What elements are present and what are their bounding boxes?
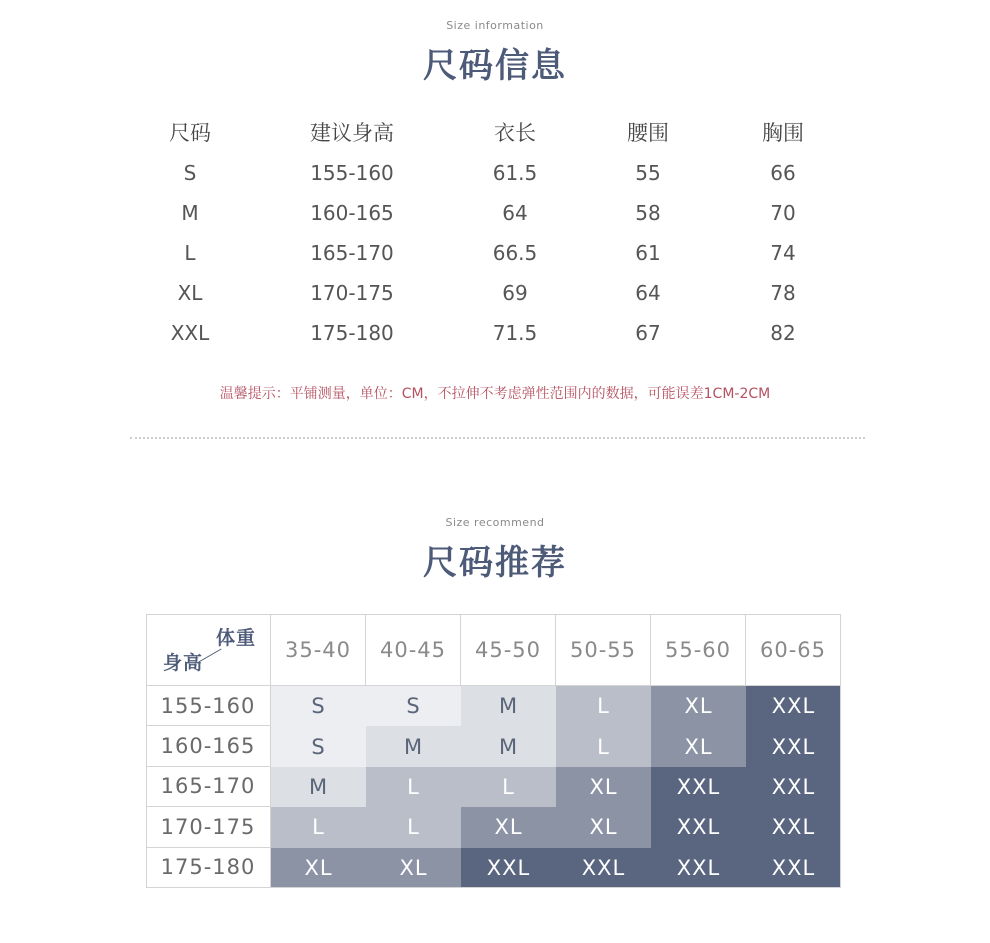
recommended-size-cell: L: [556, 686, 651, 726]
size-info-row: [0, 321, 990, 361]
size-recommend-subtitle: Size recommend: [445, 516, 545, 529]
grid-border-rightline: [840, 614, 841, 888]
size-info-cell: 66: [770, 161, 796, 185]
recommended-size-cell: M: [271, 767, 366, 807]
size-recommend-grid: [146, 614, 841, 888]
size-info-cell: S: [183, 161, 197, 185]
recommended-size-cell: XXL: [651, 807, 746, 847]
weight-header-cell: 35-40: [271, 614, 366, 686]
size-info-cell: 70: [770, 201, 796, 225]
size-info-cell: 165-170: [310, 241, 394, 265]
size-info-header-cell: 胸围: [762, 121, 804, 145]
weight-header-cell: 55-60: [651, 614, 746, 686]
weight-header-cell: 40-45: [366, 614, 461, 686]
recommended-size-cell: S: [271, 686, 366, 726]
recommended-size-cell: XXL: [461, 848, 556, 888]
weight-header-cell: 60-65: [746, 614, 841, 686]
size-recommend-title: 尺码推荐: [423, 543, 567, 583]
grid-corner-cell: [146, 614, 271, 686]
grid-border-topline: [146, 614, 841, 615]
recommended-size-cell: XL: [651, 686, 746, 726]
recommended-size-cell: S: [271, 726, 366, 766]
height-row-header-cell: 175-180: [146, 848, 271, 888]
size-info-cell: 66.5: [492, 241, 538, 265]
size-info-cell: 64: [502, 201, 528, 225]
size-info-cell: 155-160: [310, 161, 394, 185]
size-info-cell: 74: [770, 241, 796, 265]
size-info-subtitle: Size information: [446, 19, 544, 32]
size-info-row: [0, 161, 990, 201]
size-info-row: [0, 201, 990, 241]
recommended-size-cell: L: [366, 807, 461, 847]
recommended-size-cell: XXL: [556, 848, 651, 888]
recommended-size-cell: XL: [461, 807, 556, 847]
recommended-size-cell: L: [461, 767, 556, 807]
recommended-size-cell: XXL: [651, 767, 746, 807]
weight-header-cell: 50-55: [556, 614, 651, 686]
size-info-cell: 78: [770, 281, 796, 305]
grid-border-leftline: [146, 614, 147, 888]
corner-weight-label: 体重: [215, 627, 256, 649]
dotted-divider: [130, 437, 865, 439]
recommended-size-cell: S: [366, 686, 461, 726]
recommended-size-cell: XXL: [746, 848, 841, 888]
size-info-title: 尺码信息: [423, 46, 567, 86]
size-info-cell: 55: [635, 161, 661, 185]
size-info-header-row: [0, 117, 990, 157]
recommended-size-cell: XXL: [746, 726, 841, 766]
recommended-size-cell: XL: [556, 767, 651, 807]
recommended-size-cell: M: [461, 686, 556, 726]
size-info-cell: 71.5: [492, 321, 538, 345]
size-info-header-cell: 建议身高: [310, 121, 394, 145]
recommended-size-cell: L: [366, 767, 461, 807]
size-info-cell: 170-175: [310, 281, 394, 305]
measurement-tip: 温馨提示：平铺测量，单位：CM，不拉伸不考虑弹性范围内的数据，可能误差1CM-2CM: [219, 386, 771, 402]
size-info-cell: 64: [635, 281, 661, 305]
size-info-cell: XL: [177, 281, 203, 305]
height-row-header-cell: 160-165: [146, 726, 271, 766]
size-info-cell: 82: [770, 321, 796, 345]
height-row-header-cell: 165-170: [146, 767, 271, 807]
recommended-size-cell: XL: [366, 848, 461, 888]
recommended-size-cell: M: [366, 726, 461, 766]
recommended-size-cell: XL: [556, 807, 651, 847]
size-info-header-cell: 衣长: [494, 121, 536, 145]
weight-header-cell: 45-50: [461, 614, 556, 686]
size-info-cell: L: [184, 241, 196, 265]
size-info-cell: 175-180: [310, 321, 394, 345]
recommended-size-cell: XL: [651, 726, 746, 766]
recommended-size-cell: XXL: [746, 767, 841, 807]
grid-border-bottomline: [146, 887, 841, 888]
size-info-cell: 61: [635, 241, 661, 265]
size-info-row: [0, 281, 990, 321]
height-row-header-cell: 155-160: [146, 686, 271, 726]
recommended-size-cell: XXL: [651, 848, 746, 888]
size-info-cell: XXL: [170, 321, 210, 345]
height-row-header-cell: 170-175: [146, 807, 271, 847]
size-info-cell: M: [181, 201, 199, 225]
size-info-cell: 69: [502, 281, 528, 305]
size-info-cell: 67: [635, 321, 661, 345]
recommended-size-cell: XXL: [746, 807, 841, 847]
size-info-cell: 61.5: [492, 161, 538, 185]
size-info-row: [0, 241, 990, 281]
recommended-size-cell: L: [271, 807, 366, 847]
recommended-size-cell: L: [556, 726, 651, 766]
recommended-size-cell: XL: [271, 848, 366, 888]
recommended-size-cell: M: [461, 726, 556, 766]
recommended-size-cell: XXL: [746, 686, 841, 726]
corner-height-label: 身高: [163, 652, 204, 674]
size-info-header-cell: 腰围: [627, 121, 669, 145]
size-info-header-cell: 尺码: [169, 121, 211, 145]
size-info-cell: 58: [635, 201, 661, 225]
size-info-cell: 160-165: [310, 201, 394, 225]
